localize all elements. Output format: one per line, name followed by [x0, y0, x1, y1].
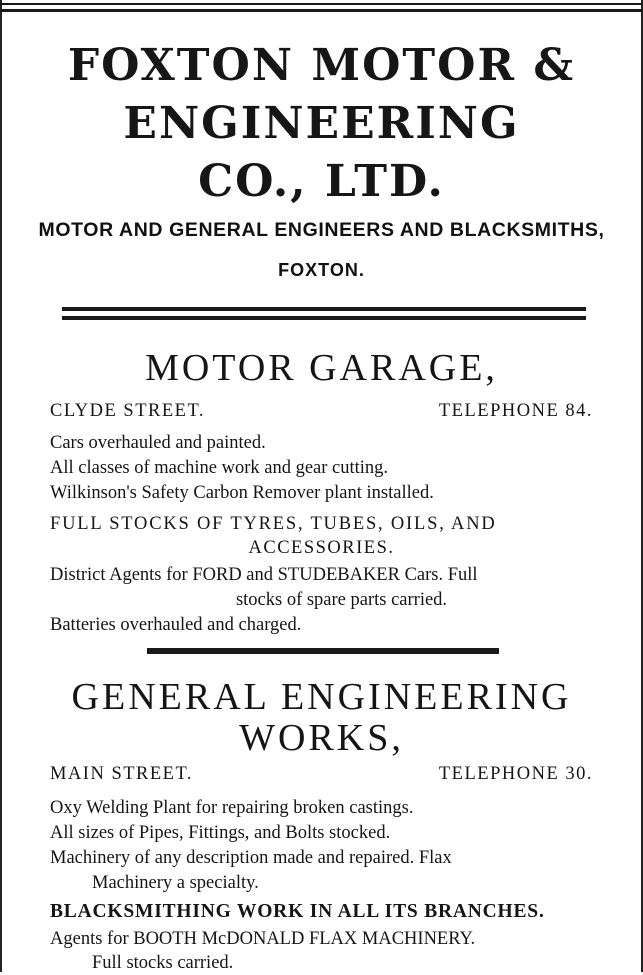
garage-agents-line1: District Agents for FORD and STUDEBAKER Cars. Full	[50, 565, 478, 585]
top-border-rule-thick	[0, 9, 643, 12]
town: FOXTON.	[278, 260, 365, 280]
garage-service-painting: Cars overhauled and painted.	[50, 433, 266, 453]
works-telephone: TELEPHONE 30.	[438, 764, 593, 784]
garage-batteries: Batteries overhauled and charged.	[50, 615, 302, 635]
company-name-line3: CO., LTD.	[198, 156, 445, 207]
company-name-line1: FOXTON MOTOR &	[67, 40, 576, 91]
garage-telephone: TELEPHONE 84.	[438, 401, 593, 421]
works-street: MAIN STREET.	[50, 764, 194, 784]
works-booth-line1: Agents for BOOTH McDONALD FLAX MACHINERY.	[50, 929, 476, 949]
works-pipes: All sizes of Pipes, Fittings, and Bolts stocked.	[50, 823, 391, 843]
divider-rule-upper	[62, 307, 586, 311]
top-border-rule	[0, 3, 643, 5]
garage-stocks-line1: FULL STOCKS OF TYRES, TUBES, OILS, AND	[50, 514, 497, 534]
garage-street: CLYDE STREET.	[50, 401, 206, 421]
section-divider	[147, 648, 499, 654]
works-welding: Oxy Welding Plant for repairing broken castings.	[50, 798, 414, 818]
engineering-works-title-line2: WORKS,	[239, 717, 404, 759]
garage-stocks-line2: ACCESSORIES.	[248, 538, 395, 558]
tagline: MOTOR AND GENERAL ENGINEERS AND BLACKSMITHS,	[38, 219, 605, 241]
company-name-line2: ENGINEERING	[123, 98, 520, 149]
works-machinery-line2: Machinery a specialty.	[92, 873, 259, 893]
garage-service-machine-work: All classes of machine work and gear cutting.	[50, 458, 389, 478]
divider-rule-lower	[62, 316, 586, 320]
engineering-works-title-line1: GENERAL ENGINEERING	[71, 676, 572, 718]
garage-agents-line2: stocks of spare parts carried.	[235, 590, 448, 610]
motor-garage-title: MOTOR GARAGE,	[145, 347, 498, 389]
works-blacksmithing: BLACKSMITHING WORK IN ALL ITS BRANCHES.	[50, 901, 545, 922]
garage-service-carbon-remover: Wilkinson's Safety Carbon Remover plant installed.	[50, 483, 434, 503]
works-machinery-line1: Machinery of any description made and repaired. Flax	[50, 848, 452, 868]
works-booth-line2: Full stocks carried.	[92, 953, 234, 973]
